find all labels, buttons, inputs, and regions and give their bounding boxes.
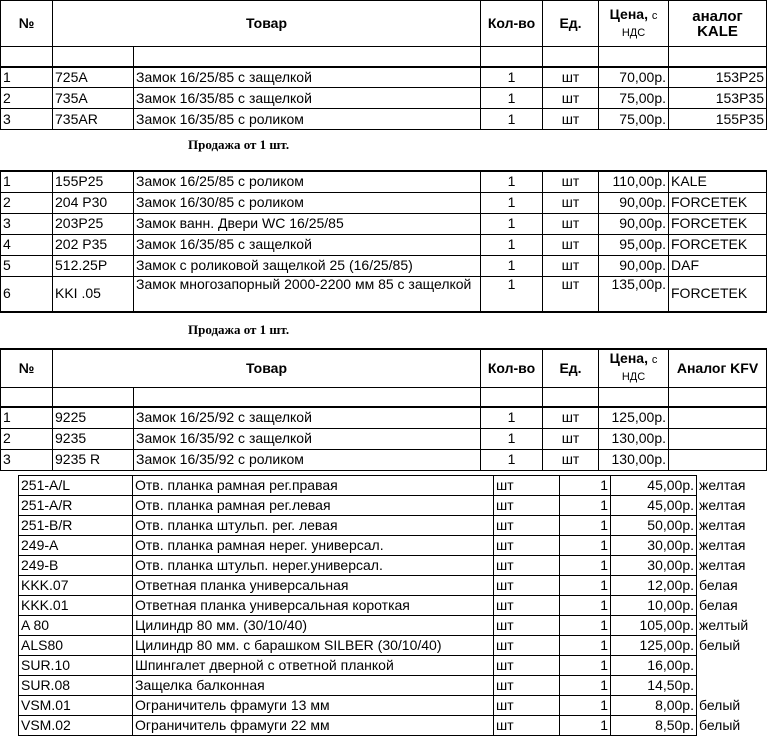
row-name: Замок 16/35/85 с роликом <box>134 109 481 130</box>
row-analog: FORCETEK <box>669 234 767 255</box>
header-price: Цена, с НДС <box>599 1 669 47</box>
row-price: 45,00р. <box>611 476 697 496</box>
row-analog: DAF <box>669 255 767 276</box>
row-name: Замок с роликовой защелкой 25 (16/25/85) <box>134 255 481 276</box>
row-price: 12,00р. <box>611 576 697 596</box>
row-price: 45,00р. <box>611 496 697 516</box>
row-qty: 1 <box>560 576 611 596</box>
row-name: Замок 16/25/92 с защелкой <box>134 407 481 428</box>
row-color: белый <box>699 637 741 653</box>
row-qty: 1 <box>560 716 611 736</box>
row-code: VSM.01 <box>19 696 133 716</box>
header-analog: аналог KALE <box>669 1 767 47</box>
row-qty: 1 <box>481 276 543 312</box>
table-locks-kale <box>0 0 767 130</box>
header-price: Цена, с НДС <box>599 349 669 387</box>
row-num: 2 <box>1 428 53 449</box>
row-price: 105,00р. <box>611 616 697 636</box>
row-code: 249-A <box>19 536 133 556</box>
table-row <box>19 576 767 596</box>
row-color: желтая <box>699 497 746 513</box>
row-name: Отв. планка рамная рег.левая <box>133 496 494 516</box>
row-num: 6 <box>1 276 53 312</box>
row-analog <box>669 449 767 470</box>
row-name: Замок 16/25/85 с защелкой <box>134 67 481 88</box>
row-analog <box>669 407 767 428</box>
row-unit: шт <box>543 213 599 234</box>
row-analog: KALE <box>669 171 767 192</box>
row-name: Замок 16/35/85 с защелкой <box>134 234 481 255</box>
row-code: 725A <box>53 67 134 88</box>
row-unit: шт <box>494 596 560 616</box>
row-color <box>697 656 767 676</box>
row-code: A 80 <box>19 616 133 636</box>
row-price: 130,00р. <box>599 428 669 449</box>
table-row <box>1 109 767 130</box>
row-price: 70,00р. <box>599 67 669 88</box>
row-qty: 1 <box>560 496 611 516</box>
table-spacer-row <box>1 47 767 67</box>
table-row <box>1 213 767 234</box>
row-price: 8,50р. <box>611 716 697 736</box>
row-name: Ограничитель фрамуги 13 мм <box>133 696 494 716</box>
row-price: 130,00р. <box>599 449 669 470</box>
row-qty: 1 <box>560 616 611 636</box>
row-name: Отв. планка штульп. нерег.универсал. <box>133 556 494 576</box>
row-code: 251-A/L <box>19 476 133 496</box>
row-code: KKK.07 <box>19 576 133 596</box>
row-qty: 1 <box>481 171 543 192</box>
row-code: 735A <box>53 88 134 109</box>
header-num: № <box>1 349 53 387</box>
row-name: Замок 16/35/92 с защелкой <box>134 428 481 449</box>
table-row <box>19 556 767 576</box>
row-unit: шт <box>543 88 599 109</box>
row-unit: шт <box>494 676 560 696</box>
row-qty: 1 <box>560 476 611 496</box>
row-code: 203P25 <box>53 213 134 234</box>
row-unit: шт <box>543 192 599 213</box>
table-row <box>19 496 767 516</box>
row-name: Шпингалет дверной с ответной планкой <box>133 656 494 676</box>
row-price: 90,00р. <box>599 255 669 276</box>
row-qty: 1 <box>560 656 611 676</box>
header-qty: Кол-во <box>481 1 543 47</box>
header-unit: Ед. <box>543 349 599 387</box>
row-qty: 1 <box>481 88 543 109</box>
row-color: желтый <box>699 617 749 633</box>
row-color: желтая <box>699 477 746 493</box>
row-color: белый <box>699 697 741 713</box>
row-unit: шт <box>494 576 560 596</box>
row-num: 3 <box>1 449 53 470</box>
row-unit: шт <box>494 696 560 716</box>
row-unit: шт <box>543 171 599 192</box>
row-name: Ответная планка универсальная короткая <box>133 596 494 616</box>
row-price: 16,00р. <box>611 656 697 676</box>
table-row <box>1 407 767 428</box>
table-row <box>19 616 767 636</box>
table-locks-analogs <box>0 170 767 313</box>
row-qty: 1 <box>560 516 611 536</box>
table-row <box>1 255 767 276</box>
row-price: 110,00р. <box>599 171 669 192</box>
row-code: 9235 <box>53 428 134 449</box>
row-price: 30,00р. <box>611 556 697 576</box>
row-color: желтая <box>699 537 746 553</box>
row-num: 3 <box>1 109 53 130</box>
row-unit: шт <box>494 636 560 656</box>
header-qty: Кол-во <box>481 349 543 387</box>
row-unit: шт <box>494 536 560 556</box>
row-qty: 1 <box>560 636 611 656</box>
row-price: 75,00р. <box>599 88 669 109</box>
header-analog: Аналог KFV <box>669 349 767 387</box>
row-code: 512.25P <box>53 255 134 276</box>
row-name: Замок 16/25/85 с роликом <box>134 171 481 192</box>
row-unit: шт <box>494 616 560 636</box>
row-code: 202 P35 <box>53 234 134 255</box>
row-name: Ограничитель фрамуги 22 мм <box>133 716 494 736</box>
row-price: 90,00р. <box>599 213 669 234</box>
row-price: 90,00р. <box>599 192 669 213</box>
row-qty: 1 <box>560 536 611 556</box>
row-analog: FORCETEK <box>669 213 767 234</box>
row-code: VSM.02 <box>19 716 133 736</box>
table-spacer-row <box>1 387 767 407</box>
row-num: 1 <box>1 67 53 88</box>
row-name: Ответная планка универсальная <box>133 576 494 596</box>
row-analog: 153P35 <box>669 88 767 109</box>
row-name: Замок 16/30/85 с роликом <box>134 192 481 213</box>
row-code: 204 P30 <box>53 192 134 213</box>
row-price: 30,00р. <box>611 536 697 556</box>
row-code: 735AR <box>53 109 134 130</box>
table-row <box>1 171 767 192</box>
row-color: белый <box>699 717 741 733</box>
table-row <box>1 88 767 109</box>
table-row <box>1 67 767 88</box>
row-qty: 1 <box>481 213 543 234</box>
row-code: 251-A/R <box>19 496 133 516</box>
row-name: Замок 16/35/92 с роликом <box>134 449 481 470</box>
row-qty: 1 <box>560 676 611 696</box>
row-code: ALS80 <box>19 636 133 656</box>
table-row <box>1 276 767 312</box>
row-price: 135,00р. <box>599 276 669 312</box>
row-name: Отв. планка рамная нерег. универсал. <box>133 536 494 556</box>
row-unit: шт <box>543 67 599 88</box>
header-unit: Ед. <box>543 1 599 47</box>
table-row <box>19 716 767 736</box>
row-unit: шт <box>543 407 599 428</box>
table-row <box>1 449 767 470</box>
row-name: Защелка балконная <box>133 676 494 696</box>
header-product: Товар <box>53 349 481 387</box>
sale-note: Продажа от 1 шт. <box>188 322 290 337</box>
row-qty: 1 <box>481 449 543 470</box>
table-row <box>19 476 767 496</box>
row-num: 5 <box>1 255 53 276</box>
row-code: 9225 <box>53 407 134 428</box>
row-num: 2 <box>1 88 53 109</box>
row-name: Замок многозапорный 2000-2200 мм 85 с защелкой <box>134 276 481 312</box>
row-unit: шт <box>543 255 599 276</box>
row-price: 125,00р. <box>599 407 669 428</box>
row-name: Цилиндр 80 мм. (30/10/40) <box>133 616 494 636</box>
row-unit: шт <box>494 656 560 676</box>
row-qty: 1 <box>481 67 543 88</box>
row-color: желтая <box>699 517 746 533</box>
row-unit: шт <box>494 516 560 536</box>
row-analog: 155P35 <box>669 109 767 130</box>
row-code: 249-B <box>19 556 133 576</box>
header-num: № <box>1 1 53 47</box>
header-product: Товар <box>53 1 481 47</box>
table-row <box>19 656 767 676</box>
row-code: 155P25 <box>53 171 134 192</box>
row-price: 50,00р. <box>611 516 697 536</box>
row-color: белая <box>699 577 738 593</box>
row-qty: 1 <box>481 192 543 213</box>
row-unit: шт <box>494 476 560 496</box>
sale-note: Продажа от 1 шт. <box>188 137 290 152</box>
table-row <box>19 536 767 556</box>
table-row <box>19 516 767 536</box>
row-unit: шт <box>543 428 599 449</box>
row-name: Отв. планка рамная рег.правая <box>133 476 494 496</box>
row-qty: 1 <box>560 696 611 716</box>
row-analog: FORCETEK <box>669 192 767 213</box>
table-row <box>1 234 767 255</box>
table-locks-kfv <box>0 348 767 471</box>
table-row <box>1 192 767 213</box>
row-num: 1 <box>1 407 53 428</box>
table-row <box>19 636 767 656</box>
row-code: SUR.10 <box>19 656 133 676</box>
table-row <box>1 428 767 449</box>
row-qty: 1 <box>481 234 543 255</box>
table-accessories <box>18 475 767 736</box>
row-unit: шт <box>494 716 560 736</box>
row-qty: 1 <box>481 109 543 130</box>
row-price: 14,50р. <box>611 676 697 696</box>
row-code: KKK.01 <box>19 596 133 616</box>
row-price: 10,00р. <box>611 596 697 616</box>
row-unit: шт <box>543 109 599 130</box>
row-price: 95,00р. <box>599 234 669 255</box>
table-row <box>19 696 767 716</box>
row-qty: 1 <box>481 428 543 449</box>
row-qty: 1 <box>560 596 611 616</box>
row-unit: шт <box>543 449 599 470</box>
row-price: 75,00р. <box>599 109 669 130</box>
row-code: SUR.08 <box>19 676 133 696</box>
row-qty: 1 <box>481 407 543 428</box>
table-header <box>1 1 767 47</box>
row-color <box>697 676 767 696</box>
row-code: 9235 R <box>53 449 134 470</box>
row-price: 8,00р. <box>611 696 697 716</box>
row-unit: шт <box>494 496 560 516</box>
table-row <box>19 676 767 696</box>
table-header <box>1 349 767 387</box>
row-qty: 1 <box>560 556 611 576</box>
row-code: 251-B/R <box>19 516 133 536</box>
row-unit: шт <box>543 234 599 255</box>
row-name: Отв. планка штульп. рег. левая <box>133 516 494 536</box>
row-num: 3 <box>1 213 53 234</box>
row-analog: FORCETEK <box>669 276 767 312</box>
row-num: 2 <box>1 192 53 213</box>
row-color: желтая <box>699 557 746 573</box>
row-name: Замок 16/35/85 с защелкой <box>134 88 481 109</box>
row-analog: 153P25 <box>669 67 767 88</box>
row-qty: 1 <box>481 255 543 276</box>
row-code: KKI .05 <box>53 276 134 312</box>
row-num: 4 <box>1 234 53 255</box>
row-color: белая <box>699 597 738 613</box>
row-num: 1 <box>1 171 53 192</box>
row-price: 125,00р. <box>611 636 697 656</box>
row-analog <box>669 428 767 449</box>
row-unit: шт <box>494 556 560 576</box>
table-row <box>19 596 767 616</box>
row-name: Цилиндр 80 мм. с барашком SILBER (30/10/40) <box>133 636 494 656</box>
row-unit: шт <box>543 276 599 312</box>
row-name: Замок ванн. Двери WC 16/25/85 <box>134 213 481 234</box>
